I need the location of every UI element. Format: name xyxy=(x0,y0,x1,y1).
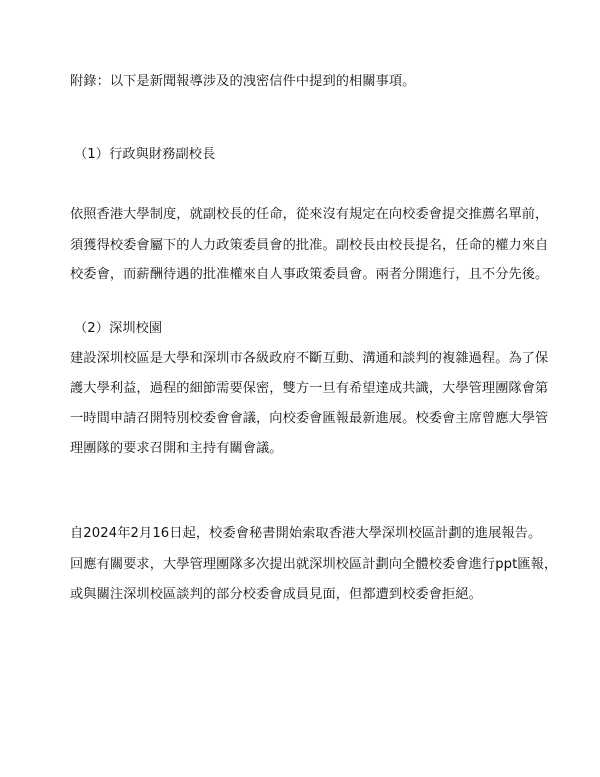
closing-line-2: 回應有關要求，大學管理團隊多次提出就深圳校區計劃向全體校委會進行ppt匯報， xyxy=(70,557,558,572)
section-1-line-2: 須獲得校委會屬下的人力政策委員會的批准。副校長由校長提名，任命的權力來自 xyxy=(70,238,549,253)
section-2-heading: （2）深圳校園 xyxy=(74,321,163,336)
section-2-line-2: 護大學利益，過程的細節需要保密，雙方一旦有希望達成共識，大學管理團隊會第 xyxy=(70,381,549,396)
section-1-heading: （1）行政與財務副校長 xyxy=(74,147,216,162)
section-1-line-1: 依照香港大學制度，就副校長的任命，從來沒有規定在向校委會提交推薦名單前， xyxy=(70,207,549,222)
closing-line-1: 自2024年2月16日起，校委會秘書開始索取香港大學深圳校區計劃的進展報告。 xyxy=(70,526,542,541)
section-2-line-1: 建設深圳校區是大學和深圳市各級政府不斷互動、溝通和談判的複雜過程。為了保 xyxy=(70,351,549,366)
section-2-line-4: 理團隊的要求召開和主持有關會議。 xyxy=(70,441,283,456)
section-2-line-3: 一時間申請召開特別校委會會議，向校委會匯報最新進展。校委會主席曾應大學管 xyxy=(70,411,549,426)
closing-line-3: 或與關注深圳校區談判的部分校委會成員見面，但都遭到校委會拒絕。 xyxy=(70,587,482,602)
intro-text: 附錄：以下是新聞報導涉及的洩密信件中提到的相關事項。 xyxy=(70,74,416,89)
section-1-line-3: 校委會，而薪酬待遇的批准權來自人事政策委員會。兩者分開進行，且不分先後。 xyxy=(70,267,549,282)
